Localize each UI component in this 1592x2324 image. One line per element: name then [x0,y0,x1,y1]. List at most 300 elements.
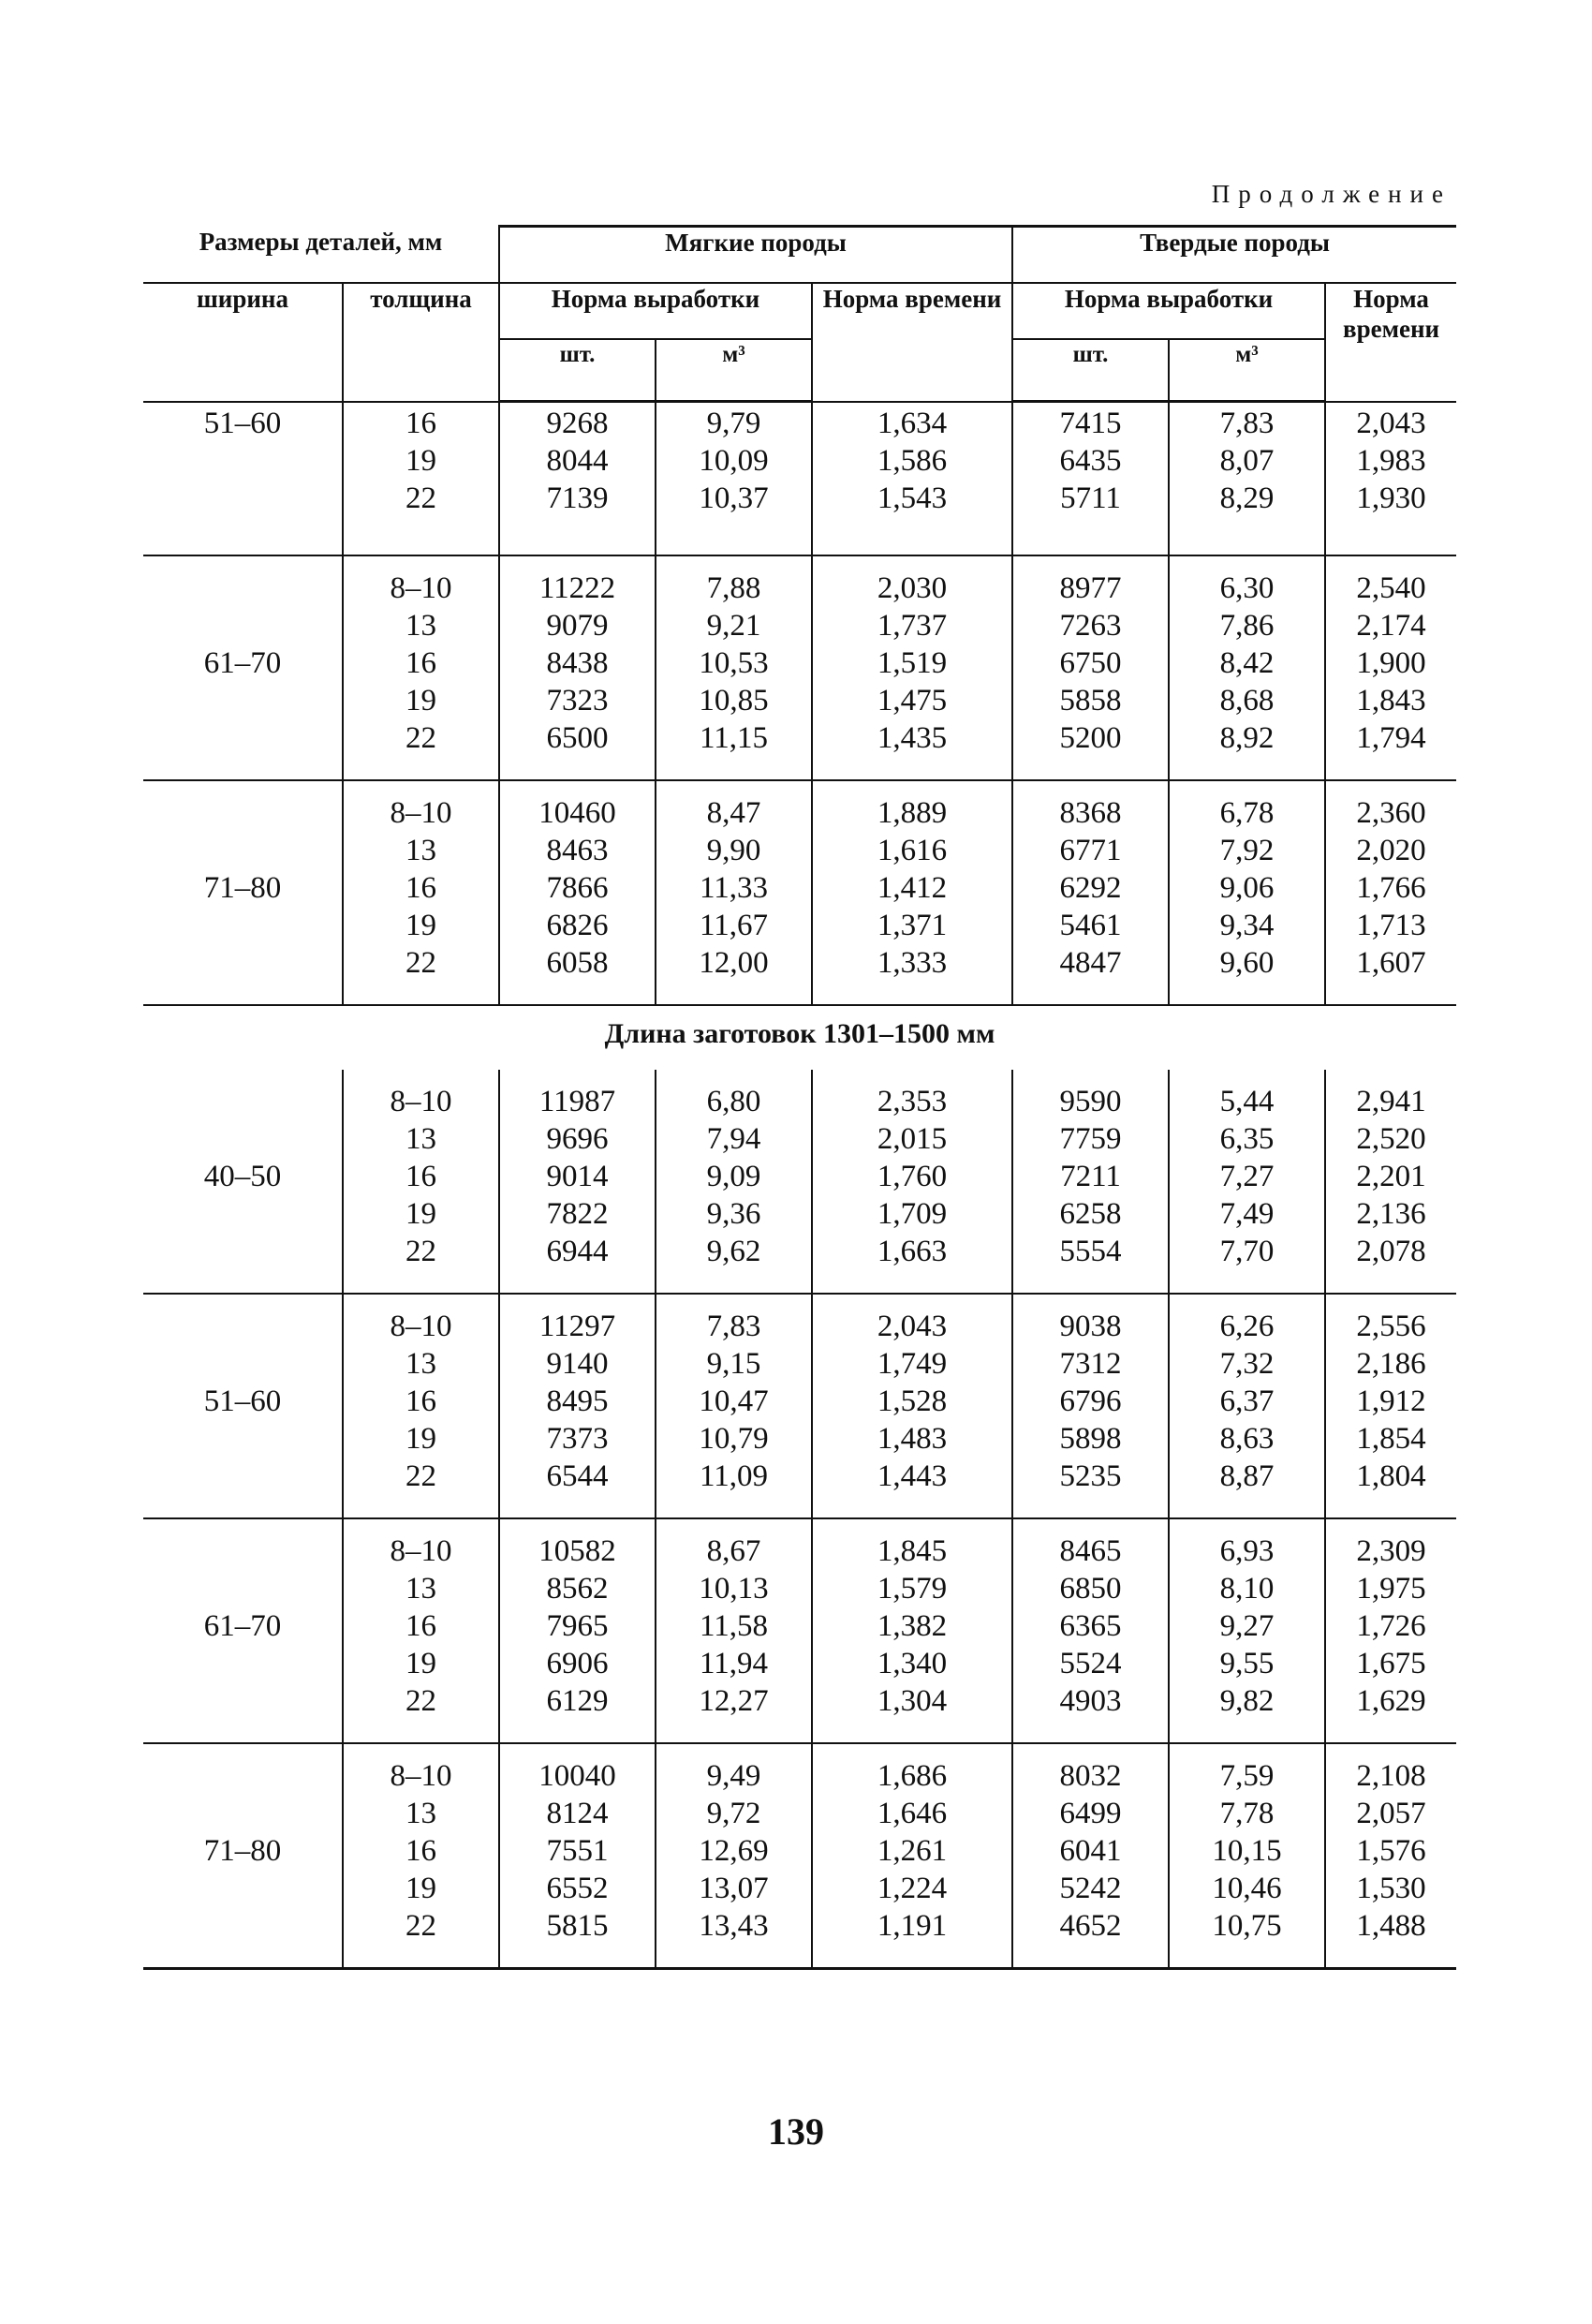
soft-pieces-value: 5815 [546,1909,609,1943]
thickness-value: 22 [405,1459,436,1493]
hard-m3-cell [1169,1294,1325,1518]
soft-pieces-value: 8124 [546,1797,609,1830]
hard-time-value: 1,975 [1356,1572,1426,1606]
hard-pieces-value: 6041 [1059,1834,1122,1868]
width-cell: 40–50 [143,1070,343,1294]
hard-time-value: 2,043 [1356,406,1426,440]
hard-m3-value: 7,86 [1219,609,1275,643]
soft-time-value: 1,709 [877,1197,948,1231]
hard-pieces-value: 6750 [1059,646,1122,680]
page-number: 139 [768,2110,824,2153]
thickness-value: 13 [405,1347,436,1381]
hard-pieces-value: 9590 [1059,1085,1122,1118]
thickness-value: 19 [405,1197,436,1231]
hard-pieces-cell [1012,402,1169,556]
soft-time-value: 1,737 [877,609,948,643]
hard-pieces-value: 6771 [1059,834,1122,867]
width-cell: 61–70 [143,1518,343,1743]
thickness-cell [343,555,499,780]
hard-time-cell [1325,1070,1456,1294]
hard-pieces-value: 8977 [1059,571,1122,605]
table-row-group [143,1070,1456,1294]
soft-time-value: 1,519 [877,646,948,680]
header-soft-m3: м³ [656,339,812,402]
hard-m3-value: 9,06 [1219,871,1275,905]
hard-time-value: 2,186 [1356,1347,1426,1381]
hard-pieces-cell [1012,780,1169,1005]
hard-time-value: 2,556 [1356,1310,1426,1343]
hard-time-value: 2,078 [1356,1235,1426,1268]
hard-m3-cell [1169,1070,1325,1294]
soft-time-cell [812,1070,1012,1294]
hard-m3-value: 10,46 [1212,1872,1282,1905]
soft-time-value: 1,443 [877,1459,948,1493]
soft-pieces-value: 9696 [546,1122,609,1156]
soft-pieces-value: 6129 [546,1684,609,1718]
hard-time-value: 2,136 [1356,1197,1426,1231]
hard-pieces-value: 7211 [1060,1160,1121,1193]
thickness-value: 22 [405,1909,436,1943]
hard-time-value: 1,607 [1356,946,1426,980]
thickness-value: 19 [405,1422,436,1456]
soft-m3-cell [656,780,812,1005]
hard-pieces-value: 7263 [1059,609,1122,643]
soft-time-value: 1,749 [877,1347,948,1381]
soft-time-value: 2,015 [877,1122,948,1156]
hard-m3-cell [1169,780,1325,1005]
soft-pieces-value: 11987 [538,1085,616,1118]
hard-pieces-value: 6850 [1059,1572,1122,1606]
soft-pieces-value: 8044 [546,444,609,478]
thickness-value: 16 [405,871,436,905]
hard-m3-value: 8,42 [1219,646,1275,680]
hard-time-value: 1,488 [1356,1909,1426,1943]
thickness-value: 22 [405,721,436,755]
soft-time-value: 1,382 [877,1609,948,1643]
thickness-value: 19 [405,684,436,718]
hard-time-value: 2,057 [1356,1797,1426,1830]
hard-pieces-value: 7759 [1059,1122,1122,1156]
thickness-value: 19 [405,443,436,478]
hard-m3-value: 7,27 [1219,1160,1275,1193]
soft-time-value: 1,528 [877,1384,948,1418]
hard-time-value: 1,983 [1356,443,1426,478]
soft-pieces-value: 10582 [538,1534,616,1568]
hard-time-cell [1325,780,1456,1005]
soft-time-value: 1,412 [877,871,948,905]
hard-time-value: 1,675 [1356,1647,1426,1680]
thickness-value: 16 [405,406,436,440]
hard-m3-value: 9,27 [1219,1609,1275,1643]
thickness-value: 8–10 [390,1534,452,1568]
soft-pieces-value: 7323 [546,684,609,718]
soft-pieces-value: 6058 [546,946,609,980]
hard-pieces-cell [1012,1294,1169,1518]
soft-pieces-value: 11297 [538,1310,616,1343]
soft-pieces-value: 8495 [546,1384,609,1418]
soft-m3-value: 12,00 [699,946,769,980]
header-sizes: Размеры деталей, мм [143,227,499,284]
soft-pieces-value: 7822 [546,1197,609,1231]
soft-m3-cell [656,1743,812,1969]
hard-m3-value: 10,75 [1212,1909,1282,1943]
soft-time-value: 1,646 [877,1797,948,1830]
width-cell: 71–80 [143,1743,343,1969]
soft-time-value: 1,333 [877,946,948,980]
hard-pieces-value: 4847 [1059,946,1122,980]
hard-time-value: 1,843 [1356,684,1426,718]
soft-time-cell [812,1294,1012,1518]
thickness-cell [343,780,499,1005]
hard-time-value: 1,530 [1356,1872,1426,1905]
soft-m3-value: 11,15 [699,721,769,755]
thickness-value: 16 [405,646,436,680]
hard-m3-value: 7,70 [1219,1235,1275,1268]
header-soft-output: Норма выработки [499,283,812,339]
soft-m3-value: 9,36 [706,1197,761,1231]
table-row-group [143,555,1456,780]
soft-m3-value: 9,90 [706,834,761,867]
soft-time-value: 1,483 [877,1422,948,1456]
hard-time-value: 1,576 [1356,1834,1426,1868]
header-thickness: толщина [343,283,499,402]
thickness-value: 13 [405,1122,436,1156]
header-soft: Мягкие породы [499,227,1012,284]
hard-m3-value: 9,82 [1219,1684,1275,1718]
hard-pieces-value: 5524 [1059,1647,1122,1680]
table-body [143,402,1456,1969]
thickness-cell [343,402,499,556]
thickness-value: 8–10 [390,796,452,830]
soft-time-value: 1,579 [877,1572,948,1606]
thickness-value: 22 [405,1684,436,1718]
hard-m3-value: 8,10 [1219,1572,1275,1606]
hard-m3-value: 6,30 [1219,571,1275,605]
width-cell: 51–60 [143,1294,343,1518]
soft-time-value: 1,760 [877,1160,948,1193]
hard-time-value: 2,941 [1356,1085,1426,1118]
thickness-cell [343,1743,499,1969]
thickness-value: 19 [405,909,436,942]
soft-time-cell [812,555,1012,780]
header-hard-pieces: шт. [1012,339,1169,402]
hard-pieces-value: 6258 [1059,1197,1122,1231]
soft-m3-cell [656,1070,812,1294]
hard-m3-cell [1169,555,1325,780]
thickness-value: 13 [405,1797,436,1830]
hard-time-value: 2,174 [1356,609,1426,643]
soft-m3-value: 7,88 [706,571,761,605]
soft-time-value: 1,340 [877,1647,948,1680]
soft-m3-value: 11,09 [699,1459,769,1493]
soft-m3-value: 9,21 [706,609,761,643]
soft-pieces-cell [499,555,656,780]
table-row-group [143,1743,1456,1969]
width-cell: 51–60 [143,402,343,556]
thickness-value: 8–10 [390,571,452,605]
hard-m3-value: 5,44 [1219,1085,1275,1118]
soft-time-value: 2,353 [877,1085,948,1118]
thickness-value: 8–10 [390,1759,452,1793]
hard-m3-value: 9,34 [1219,909,1275,942]
soft-pieces-cell [499,1294,656,1518]
soft-m3-value: 9,79 [706,407,761,440]
soft-time-value: 1,663 [877,1235,948,1268]
soft-pieces-value: 9268 [546,407,609,440]
soft-pieces-value: 6944 [546,1235,609,1268]
soft-time-value: 1,634 [877,406,948,440]
hard-pieces-value: 5898 [1059,1422,1122,1456]
hard-time-value: 2,540 [1356,571,1426,605]
thickness-cell [343,1294,499,1518]
hard-time-value: 1,854 [1356,1422,1426,1456]
thickness-value: 16 [405,1609,436,1643]
soft-time-value: 1,191 [877,1909,948,1943]
hard-time-value: 1,766 [1356,871,1426,905]
soft-m3-value: 12,69 [699,1834,769,1868]
soft-pieces-value: 7551 [546,1834,609,1868]
hard-m3-cell [1169,1518,1325,1743]
soft-pieces-value: 7965 [546,1609,609,1643]
hard-m3-value: 6,78 [1219,796,1275,830]
hard-pieces-value: 5554 [1059,1235,1122,1268]
soft-pieces-value: 8463 [546,834,609,867]
hard-m3-cell [1169,1743,1325,1969]
thickness-value: 16 [405,1384,436,1418]
soft-m3-value: 11,58 [699,1609,769,1643]
hard-time-value: 2,360 [1356,796,1426,830]
soft-pieces-value: 6500 [546,721,609,755]
hard-m3-value: 7,78 [1219,1797,1275,1830]
table-row-group [143,780,1456,1005]
thickness-cell [343,1518,499,1743]
hard-pieces-value: 6796 [1059,1384,1122,1418]
soft-pieces-value: 10460 [538,796,616,830]
hard-m3-value: 8,87 [1219,1459,1275,1493]
section-row [143,1005,1456,1070]
hard-m3-value: 8,63 [1219,1422,1275,1456]
soft-time-cell [812,1518,1012,1743]
soft-m3-value: 8,67 [706,1534,761,1568]
hard-m3-value: 8,07 [1219,444,1275,478]
soft-time-value: 1,889 [877,796,948,830]
table-row-group [143,1294,1456,1518]
hard-time-value: 1,713 [1356,909,1426,942]
hard-pieces-cell [1012,1743,1169,1969]
table-row-group [143,402,1456,556]
soft-time-cell [812,780,1012,1005]
hard-time-value: 2,520 [1356,1122,1426,1156]
header-soft-time: Норма времени [812,283,1012,402]
hard-time-value: 2,201 [1356,1160,1426,1193]
soft-pieces-value: 6552 [546,1872,609,1905]
soft-m3-value: 12,27 [699,1684,769,1718]
soft-pieces-value: 8438 [546,646,609,680]
hard-pieces-value: 6365 [1059,1609,1122,1643]
soft-m3-value: 10,13 [699,1572,769,1606]
soft-time-value: 1,543 [877,481,948,515]
hard-m3-value: 9,60 [1219,946,1275,980]
header-hard-time: Норма времени [1325,283,1456,402]
header-soft-pieces: шт. [499,339,656,402]
soft-m3-value: 13,07 [699,1872,769,1905]
thickness-value: 22 [405,946,436,980]
hard-m3-value: 7,32 [1219,1347,1275,1381]
soft-pieces-value: 9140 [546,1347,609,1381]
soft-m3-value: 9,72 [706,1797,761,1830]
soft-m3-value: 10,79 [699,1422,769,1456]
soft-time-value: 1,586 [877,443,948,478]
soft-pieces-value: 6906 [546,1647,609,1680]
hard-time-value: 1,900 [1356,646,1426,680]
section-title: Длина заготовок 1301–1500 мм [604,1018,995,1049]
width-cell: 61–70 [143,555,343,780]
soft-m3-cell [656,1294,812,1518]
soft-pieces-value: 11222 [538,571,616,605]
hard-pieces-value: 6499 [1059,1797,1122,1830]
soft-m3-value: 6,80 [706,1085,761,1118]
soft-pieces-cell [499,780,656,1005]
soft-m3-value: 9,09 [706,1160,761,1193]
hard-m3-value: 6,93 [1219,1534,1275,1568]
soft-time-value: 2,043 [877,1310,948,1343]
soft-time-value: 1,616 [877,834,948,867]
hard-pieces-value: 8465 [1059,1534,1122,1568]
soft-pieces-value: 6544 [546,1459,609,1493]
header-width: ширина [143,283,343,402]
hard-m3-value: 6,35 [1219,1122,1275,1156]
hard-m3-value: 6,37 [1219,1384,1275,1418]
soft-time-value: 1,475 [877,684,948,718]
thickness-value: 8–10 [390,1310,452,1343]
hard-m3-value: 8,68 [1219,684,1275,718]
hard-pieces-value: 5242 [1059,1872,1122,1905]
soft-time-value: 1,304 [877,1684,948,1718]
soft-pieces-value: 7373 [546,1422,609,1456]
hard-pieces-value: 4652 [1059,1909,1122,1943]
soft-m3-cell [656,555,812,780]
thickness-value: 16 [405,1834,436,1868]
soft-time-value: 1,261 [877,1834,948,1868]
hard-pieces-value: 8032 [1059,1759,1122,1793]
hard-pieces-value: 5858 [1059,684,1122,718]
hard-m3-value: 7,83 [1219,407,1275,440]
thickness-value: 13 [405,834,436,867]
thickness-value: 19 [405,1647,436,1680]
hard-time-cell [1325,1294,1456,1518]
hard-pieces-value: 8368 [1059,796,1122,830]
soft-time-cell [812,402,1012,556]
hard-time-value: 1,930 [1356,481,1426,515]
soft-m3-value: 10,85 [699,684,769,718]
thickness-value: 16 [405,1160,436,1193]
soft-m3-value: 8,47 [706,796,761,830]
hard-time-value: 1,726 [1356,1609,1426,1643]
hard-m3-value: 9,55 [1219,1647,1275,1680]
norms-table [143,225,1456,1970]
hard-pieces-value: 7415 [1059,407,1122,440]
hard-time-value: 2,108 [1356,1759,1426,1793]
soft-pieces-cell [499,402,656,556]
soft-m3-value: 9,15 [706,1347,761,1381]
hard-pieces-value: 5200 [1059,721,1122,755]
soft-pieces-value: 6826 [546,909,609,942]
soft-m3-value: 7,83 [706,1310,761,1343]
hard-time-value: 1,912 [1356,1384,1426,1418]
hard-pieces-value: 7312 [1059,1347,1122,1381]
soft-m3-cell [656,402,812,556]
soft-pieces-value: 9079 [546,609,609,643]
soft-m3-value: 11,67 [699,909,769,942]
hard-pieces-value: 6292 [1059,871,1122,905]
continuation-label: Продолжение [1211,180,1452,208]
width-cell: 71–80 [143,780,343,1005]
hard-time-cell [1325,402,1456,556]
header-hard-output: Норма выработки [1012,283,1325,339]
table-header [143,227,1456,402]
soft-pieces-value: 7866 [546,871,609,905]
hard-time-cell [1325,1743,1456,1969]
soft-m3-value: 10,53 [699,646,769,680]
hard-pieces-cell [1012,1518,1169,1743]
soft-pieces-cell [499,1743,656,1969]
hard-m3-value: 6,26 [1219,1310,1275,1343]
hard-pieces-cell [1012,1070,1169,1294]
hard-time-value: 1,804 [1356,1459,1426,1493]
hard-time-cell [1325,1518,1456,1743]
soft-m3-value: 11,94 [699,1647,769,1680]
thickness-value: 13 [405,609,436,643]
soft-pieces-cell [499,1070,656,1294]
thickness-value: 22 [405,481,436,515]
soft-time-value: 1,224 [877,1872,948,1905]
hard-m3-value: 10,15 [1212,1834,1282,1868]
soft-m3-value: 13,43 [699,1909,769,1943]
header-hard-m3: м³ [1169,339,1325,402]
hard-pieces-value: 5235 [1059,1459,1122,1493]
hard-time-value: 2,020 [1356,834,1426,867]
thickness-value: 13 [405,1572,436,1606]
soft-pieces-cell [499,1518,656,1743]
hard-m3-cell [1169,402,1325,556]
hard-time-value: 2,309 [1356,1534,1426,1568]
soft-m3-value: 10,47 [699,1384,769,1418]
hard-pieces-cell [1012,555,1169,780]
thickness-cell [343,1070,499,1294]
soft-time-value: 1,371 [877,909,948,942]
soft-m3-value: 9,62 [706,1235,761,1268]
hard-m3-value: 8,92 [1219,721,1275,755]
hard-pieces-value: 4903 [1059,1684,1122,1718]
soft-time-value: 1,435 [877,721,948,755]
header-hard: Твердые породы [1012,227,1456,284]
hard-time-cell [1325,555,1456,780]
soft-pieces-value: 8562 [546,1572,609,1606]
soft-time-value: 2,030 [877,571,948,605]
soft-pieces-value: 9014 [546,1160,609,1193]
table-row-group [143,1518,1456,1743]
soft-m3-value: 11,33 [699,871,769,905]
soft-m3-value: 7,94 [706,1122,761,1156]
soft-pieces-value: 10040 [538,1759,616,1793]
soft-time-value: 1,845 [877,1534,948,1568]
soft-m3-value: 9,49 [706,1759,761,1793]
hard-pieces-value: 6435 [1059,444,1122,478]
soft-time-cell [812,1743,1012,1969]
soft-m3-value: 10,37 [699,481,769,515]
soft-m3-value: 10,09 [699,444,769,478]
hard-pieces-value: 5461 [1059,909,1122,942]
